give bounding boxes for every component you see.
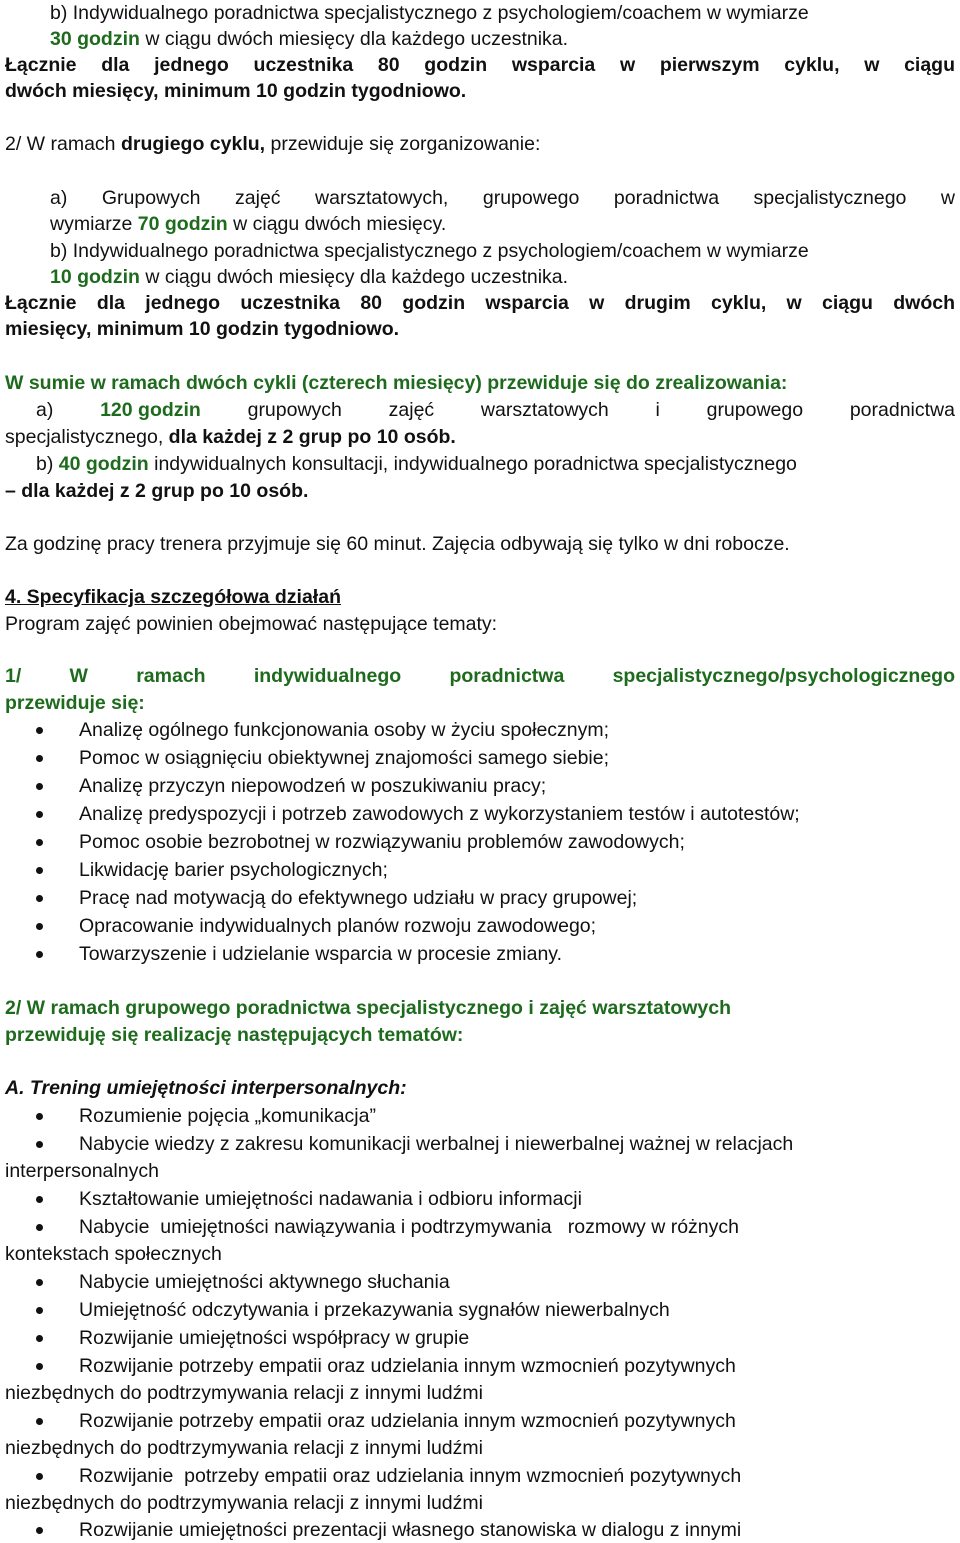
paragraph-line: – dla każdej z 2 grup po 10 osób. — [5, 480, 309, 502]
paragraph-line: b) Indywidualnego poradnictwa specjalistycznego z psychologiem/coachem w wymiarze — [50, 240, 809, 262]
bullet-icon — [36, 1363, 43, 1370]
word: 1/ — [5, 665, 22, 687]
summary-item-a — [36, 397, 955, 423]
list-item: Analizę ogólnego funkcjonowania osoby w życiu społecznym; — [79, 719, 610, 741]
text-span: w ciągu dwóch miesięcy dla każdego uczestnika. — [139, 28, 569, 50]
bullet-icon — [36, 1418, 43, 1425]
hours-highlight: 120 godzin — [100, 399, 201, 421]
hours-highlight: 10 godzin — [50, 266, 140, 288]
list-item: Opracowanie indywidualnych planów rozwoju zawodowego; — [79, 915, 597, 937]
word: grupowego — [706, 399, 804, 421]
bullet-icon — [36, 1224, 43, 1231]
text-span: specjalistycznego, — [5, 426, 169, 448]
topic-a-title: A. Trening umiejętności interpersonalnych: — [5, 1077, 407, 1099]
text-span: wymiarze — [50, 213, 138, 235]
bullet-icon — [36, 867, 43, 874]
list-item: Rozumienie pojęcia „komunikacja” — [79, 1105, 376, 1127]
list-item: Analizę przyczyn niepowodzeń w poszukiwaniu pracy; — [79, 775, 547, 797]
list-item: Likwidację barier psychologicznych; — [79, 859, 388, 881]
list-item: Rozwijanie umiejętności współpracy w grupie — [79, 1327, 470, 1349]
group-heading: 2/ W ramach grupowego poradnictwa specjalistycznego i zajęć warsztatowych — [5, 997, 732, 1019]
list-item: Umiejętność odczytywania i przekazywania sygnałów niewerbalnych — [79, 1299, 670, 1321]
group-heading: przewiduję się realizację następujących tematów: — [5, 1024, 464, 1046]
text-span: indywidualnych konsultacji, indywidualnego poradnictwa specjalistycznego — [148, 453, 797, 475]
word: ramach — [136, 665, 206, 687]
hours-highlight: 30 godzin — [50, 28, 140, 50]
list-item: Kształtowanie umiejętności nadawania i odbioru informacji — [79, 1188, 582, 1210]
list-item: Rozwijanie umiejętności prezentacji własnego stanowiska w dialogu z innymi — [79, 1519, 742, 1541]
list-item-cont: niezbędnych do podtrzymywania relacji z innymi ludźmi — [5, 1492, 483, 1514]
paragraph-line: a) Grupowych zajęć warsztatowych, grupowego poradnictwa specjalistycznego w — [50, 187, 955, 209]
list-item: Towarzyszenie i udzielanie wsparcia w procesie zmiany. — [79, 943, 563, 965]
text-span: przewiduje się zorganizowanie: — [265, 133, 541, 155]
list-item-cont: interpersonalnych — [5, 1160, 159, 1182]
text-span: w ciągu dwóch miesięcy dla każdego uczestnika. — [139, 266, 569, 288]
list-item: Rozwijanie potrzeby empatii oraz udzielania innym wzmocnień pozytywnych — [79, 1410, 736, 1432]
individual-heading-cont: przewiduje się: — [5, 692, 145, 714]
list-item: Nabycie umiejętności nawiązywania i podtrzymywania rozmowy w różnych — [79, 1216, 740, 1238]
list-item: Nabycie umiejętności aktywnego słuchania — [79, 1271, 450, 1293]
section-title: 4. Specyfikacja szczegółowa działań — [5, 586, 341, 608]
cycle-intro — [5, 131, 540, 157]
total-line: Łącznie dla jednego uczestnika 80 godzin wsparcia w drugim cyklu, w ciągu dwóch — [5, 292, 955, 314]
list-item-cont: niezbędnych do podtrzymywania relacji z innymi ludźmi — [5, 1437, 483, 1459]
word: i — [655, 399, 660, 421]
word: a) — [36, 399, 54, 421]
paragraph-line: b) Indywidualnego poradnictwa specjalistycznego z psychologiem/coachem w wymiarze — [50, 2, 809, 24]
bullet-icon — [36, 1113, 43, 1120]
summary-heading: W sumie w ramach dwóch cykli (czterech miesięcy) przewiduje się do zrealizowania: — [5, 372, 788, 394]
paragraph-line — [50, 26, 568, 52]
bullet-icon — [36, 1473, 43, 1480]
list-item-cont: niezbędnych do podtrzymywania relacji z innymi ludźmi — [5, 1382, 483, 1404]
total-line: dwóch miesięcy, minimum 10 godzin tygodniowo. — [5, 80, 467, 102]
list-item: Rozwijanie potrzeby empatii oraz udzielania innym wzmocnień pozytywnych — [79, 1355, 736, 1377]
list-item: Rozwijanie potrzeby empatii oraz udzielania innym wzmocnień pozytywnych — [79, 1465, 742, 1487]
bullet-icon — [36, 1141, 43, 1148]
list-item-cont: kontekstach społecznych — [5, 1243, 222, 1265]
bullet-icon — [36, 783, 43, 790]
list-item: Nabycie wiedzy z zakresu komunikacji werbalnej i niewerbalnej ważnej w relacjach — [79, 1133, 794, 1155]
individual-heading — [5, 663, 955, 689]
bullet-icon — [36, 951, 43, 958]
summary-item-b — [36, 451, 797, 477]
text-span: dla każdej z 2 grup po 10 osób. — [168, 426, 456, 448]
trainer-hour-note: Za godzinę pracy trenera przyjmuje się 60 minut. Zajęcia odbywają się tylko w dni robocze. — [5, 533, 790, 555]
section-subtitle: Program zajęć powinien obejmować następujące tematy: — [5, 613, 498, 635]
word: specjalistycznego/psychologicznego — [612, 665, 955, 687]
list-item: Pomoc w osiągnięciu obiektywnej znajomości samego siebie; — [79, 747, 610, 769]
total-line: miesięcy, minimum 10 godzin tygodniowo. — [5, 318, 400, 340]
word: grupowych — [247, 399, 342, 421]
list-item: Analizę predyspozycji i potrzeb zawodowych z wykorzystaniem testów i autotestów; — [79, 803, 800, 825]
text-span: w ciągu dwóch miesięcy. — [227, 213, 447, 235]
paragraph-line — [5, 424, 456, 450]
text-span: b) — [36, 453, 59, 475]
word: poradnictwa — [849, 399, 955, 421]
paragraph-line — [50, 211, 446, 237]
bullet-icon — [36, 839, 43, 846]
bullet-icon — [36, 1527, 43, 1534]
word: zajęć — [388, 399, 435, 421]
hours-highlight: 40 godzin — [58, 453, 149, 475]
bullet-icon — [36, 1279, 43, 1286]
paragraph-line — [50, 264, 568, 290]
list-item: Pomoc osobie bezrobotnej w rozwiązywaniu problemów zawodowych; — [79, 831, 685, 853]
bullet-icon — [36, 895, 43, 902]
total-line: Łącznie dla jednego uczestnika 80 godzin wsparcia w pierwszym cyklu, w ciągu — [5, 54, 955, 76]
bullet-icon — [36, 727, 43, 734]
bullet-icon — [36, 1307, 43, 1314]
word: indywidualnego — [253, 665, 402, 687]
text-span: 2/ W ramach — [5, 133, 121, 155]
text-span: drugiego cyklu, — [120, 133, 266, 155]
word: W — [69, 665, 88, 687]
word: poradnictwa — [449, 665, 565, 687]
bullet-icon — [36, 1335, 43, 1342]
word: warsztatowych — [480, 399, 609, 421]
bullet-icon — [36, 811, 43, 818]
list-item: Pracę nad motywacją do efektywnego udziału w pracy grupowej; — [79, 887, 638, 909]
bullet-icon — [36, 1196, 43, 1203]
hours-highlight: 70 godzin — [137, 213, 228, 235]
bullet-icon — [36, 923, 43, 930]
bullet-icon — [36, 755, 43, 762]
